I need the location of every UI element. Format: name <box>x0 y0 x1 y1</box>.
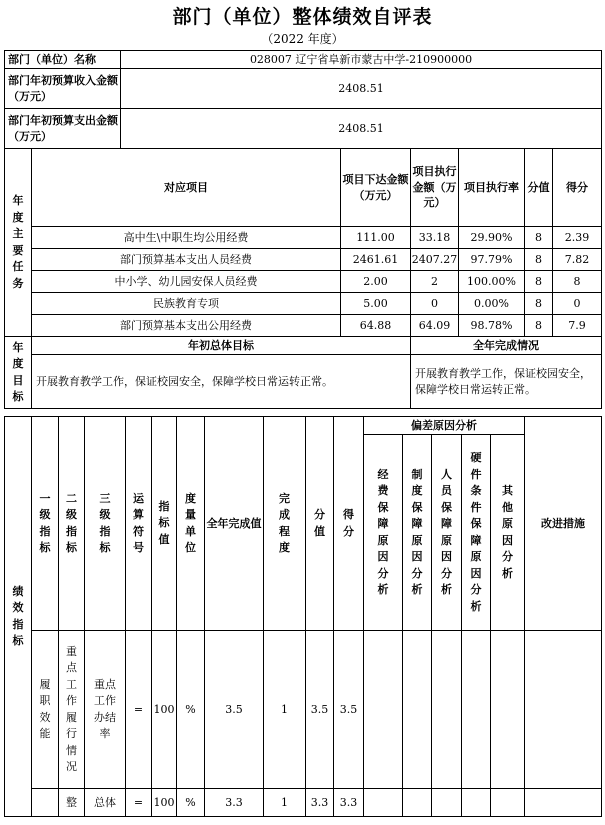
col-exec-amount-header: 项目执行金额（万元） <box>411 149 459 227</box>
expense-label: 部门年初预算支出金额（万元） <box>5 109 121 149</box>
task-amount: 2.00 <box>341 271 411 293</box>
indicators-section-label: 绩效指标 <box>5 417 32 817</box>
col-improve-header: 改进措施 <box>525 417 602 631</box>
col-score-value-header: 分值 <box>525 149 553 227</box>
task-name: 部门预算基本支出公用经费 <box>32 315 341 337</box>
task-row <box>5 293 602 315</box>
col-actual-header: 全年完成值 <box>205 417 264 631</box>
indicator-row <box>5 789 602 817</box>
indicator-actual: 3.3 <box>205 789 264 817</box>
final-status-header: 全年完成情况 <box>411 337 602 355</box>
col-target-header: 指标值 <box>152 417 177 631</box>
task-exec: 0 <box>411 293 459 315</box>
task-name: 中小学、幼儿园安保人员经费 <box>32 271 341 293</box>
task-rate: 0.00% <box>459 293 525 315</box>
reason-hardware-cell <box>462 631 491 789</box>
indicator-level1: 履职效能 <box>32 631 59 789</box>
reason-staff-cell <box>432 789 462 817</box>
reason-staff-cell <box>432 631 462 789</box>
reason-funding-cell <box>364 789 403 817</box>
reason-policy-cell <box>403 631 432 789</box>
indicator-level3: 总体 <box>85 789 126 817</box>
income-label: 部门年初预算收入金额（万元） <box>5 69 121 109</box>
indicator-row <box>5 631 602 789</box>
reason-other-cell <box>491 789 525 817</box>
task-value: 8 <box>525 249 553 271</box>
col-exec-rate-header: 项目执行率 <box>459 149 525 227</box>
col-unit-header: 度量单位 <box>177 417 205 631</box>
col-amount-header: 项目下达金额（万元） <box>341 149 411 227</box>
task-row <box>5 315 602 337</box>
task-exec: 64.09 <box>411 315 459 337</box>
unit-name-value: 028007 辽宁省阜新市蒙古中学-210900000 <box>121 51 602 69</box>
reason-other-cell <box>491 631 525 789</box>
task-rate: 29.90% <box>459 227 525 249</box>
task-amount: 2461.61 <box>341 249 411 271</box>
col-level3-header: 三级指标 <box>85 417 126 631</box>
indicator-progress: 1 <box>264 789 306 817</box>
task-score: 7.9 <box>553 315 602 337</box>
indicator-level1 <box>32 789 59 817</box>
initial-goal-text: 开展教育教学工作，保证校园安全，保障学校日常运转正常。 <box>32 355 411 409</box>
improve-cell <box>525 789 602 817</box>
page-title: 部门（单位）整体绩效自评表 <box>172 6 433 28</box>
deviation-analysis-header: 偏差原因分析 <box>364 417 525 435</box>
indicator-level2: 整 <box>59 789 85 817</box>
task-name: 民族教育专项 <box>32 293 341 315</box>
task-score: 2.39 <box>553 227 602 249</box>
col-reason-other-header: 其他原因分析 <box>491 435 525 631</box>
col-level1-header: 一级指标 <box>32 417 59 631</box>
indicator-value: 3.3 <box>306 789 334 817</box>
indicator-target: 100 <box>152 631 177 789</box>
task-score: 8 <box>553 271 602 293</box>
reason-hardware-cell <box>462 789 491 817</box>
evaluation-table-indicators <box>4 416 602 817</box>
indicator-operator: = <box>126 631 152 789</box>
task-value: 8 <box>525 293 553 315</box>
expense-value: 2408.51 <box>121 109 602 149</box>
indicator-unit: % <box>177 631 205 789</box>
task-amount: 111.00 <box>341 227 411 249</box>
reason-funding-cell <box>364 631 403 789</box>
indicator-score: 3.3 <box>334 789 364 817</box>
indicator-actual: 3.5 <box>205 631 264 789</box>
unit-name-label: 部门（单位）名称 <box>5 51 121 69</box>
indicator-operator: = <box>126 789 152 817</box>
indicator-value: 3.5 <box>306 631 334 789</box>
indicator-progress: 1 <box>264 631 306 789</box>
task-row <box>5 249 602 271</box>
col-reason-funding-header: 经费保障原因分析 <box>364 435 403 631</box>
task-row <box>5 271 602 293</box>
page-subtitle-year: （2022 年度） <box>261 32 344 46</box>
income-value: 2408.51 <box>121 69 602 109</box>
col-level2-header: 二级指标 <box>59 417 85 631</box>
tasks-section-label: 年度主要任务 <box>5 149 32 337</box>
evaluation-table-top <box>4 50 602 409</box>
task-name: 高中生\中职生均公用经费 <box>32 227 341 249</box>
indicator-level3: 重点工作办结率 <box>85 631 126 789</box>
indicator-unit: % <box>177 789 205 817</box>
task-value: 8 <box>525 315 553 337</box>
indicator-target: 100 <box>152 789 177 817</box>
task-row <box>5 227 602 249</box>
task-value: 8 <box>525 271 553 293</box>
col-value-header: 分值 <box>306 417 334 631</box>
task-value: 8 <box>525 227 553 249</box>
task-exec: 2407.27 <box>411 249 459 271</box>
col-operator-header: 运算符号 <box>126 417 152 631</box>
task-amount: 5.00 <box>341 293 411 315</box>
reason-policy-cell <box>403 789 432 817</box>
indicator-level2: 重点工作履行情况 <box>59 631 85 789</box>
col-project-header: 对应项目 <box>32 149 341 227</box>
task-rate: 97.79% <box>459 249 525 271</box>
col-score-header: 得分 <box>553 149 602 227</box>
task-rate: 100.00% <box>459 271 525 293</box>
task-amount: 64.88 <box>341 315 411 337</box>
goals-section-label: 年度目标 <box>5 337 32 409</box>
final-status-text: 开展教育教学工作，保证校园安全，保障学校日常运转正常。 <box>411 355 602 409</box>
task-rate: 98.78% <box>459 315 525 337</box>
task-score: 0 <box>553 293 602 315</box>
task-exec: 2 <box>411 271 459 293</box>
col-progress-header: 完成程度 <box>264 417 306 631</box>
improve-cell <box>525 631 602 789</box>
col-reason-policy-header: 制度保障原因分析 <box>403 435 432 631</box>
task-name: 部门预算基本支出人员经费 <box>32 249 341 271</box>
col-reason-hardware-header: 硬件条件保障原因分析 <box>462 435 491 631</box>
initial-goal-header: 年初总体目标 <box>32 337 411 355</box>
task-score: 7.82 <box>553 249 602 271</box>
indicator-score: 3.5 <box>334 631 364 789</box>
col-score-header: 得分 <box>334 417 364 631</box>
task-exec: 33.18 <box>411 227 459 249</box>
col-reason-staff-header: 人员保障原因分析 <box>432 435 462 631</box>
